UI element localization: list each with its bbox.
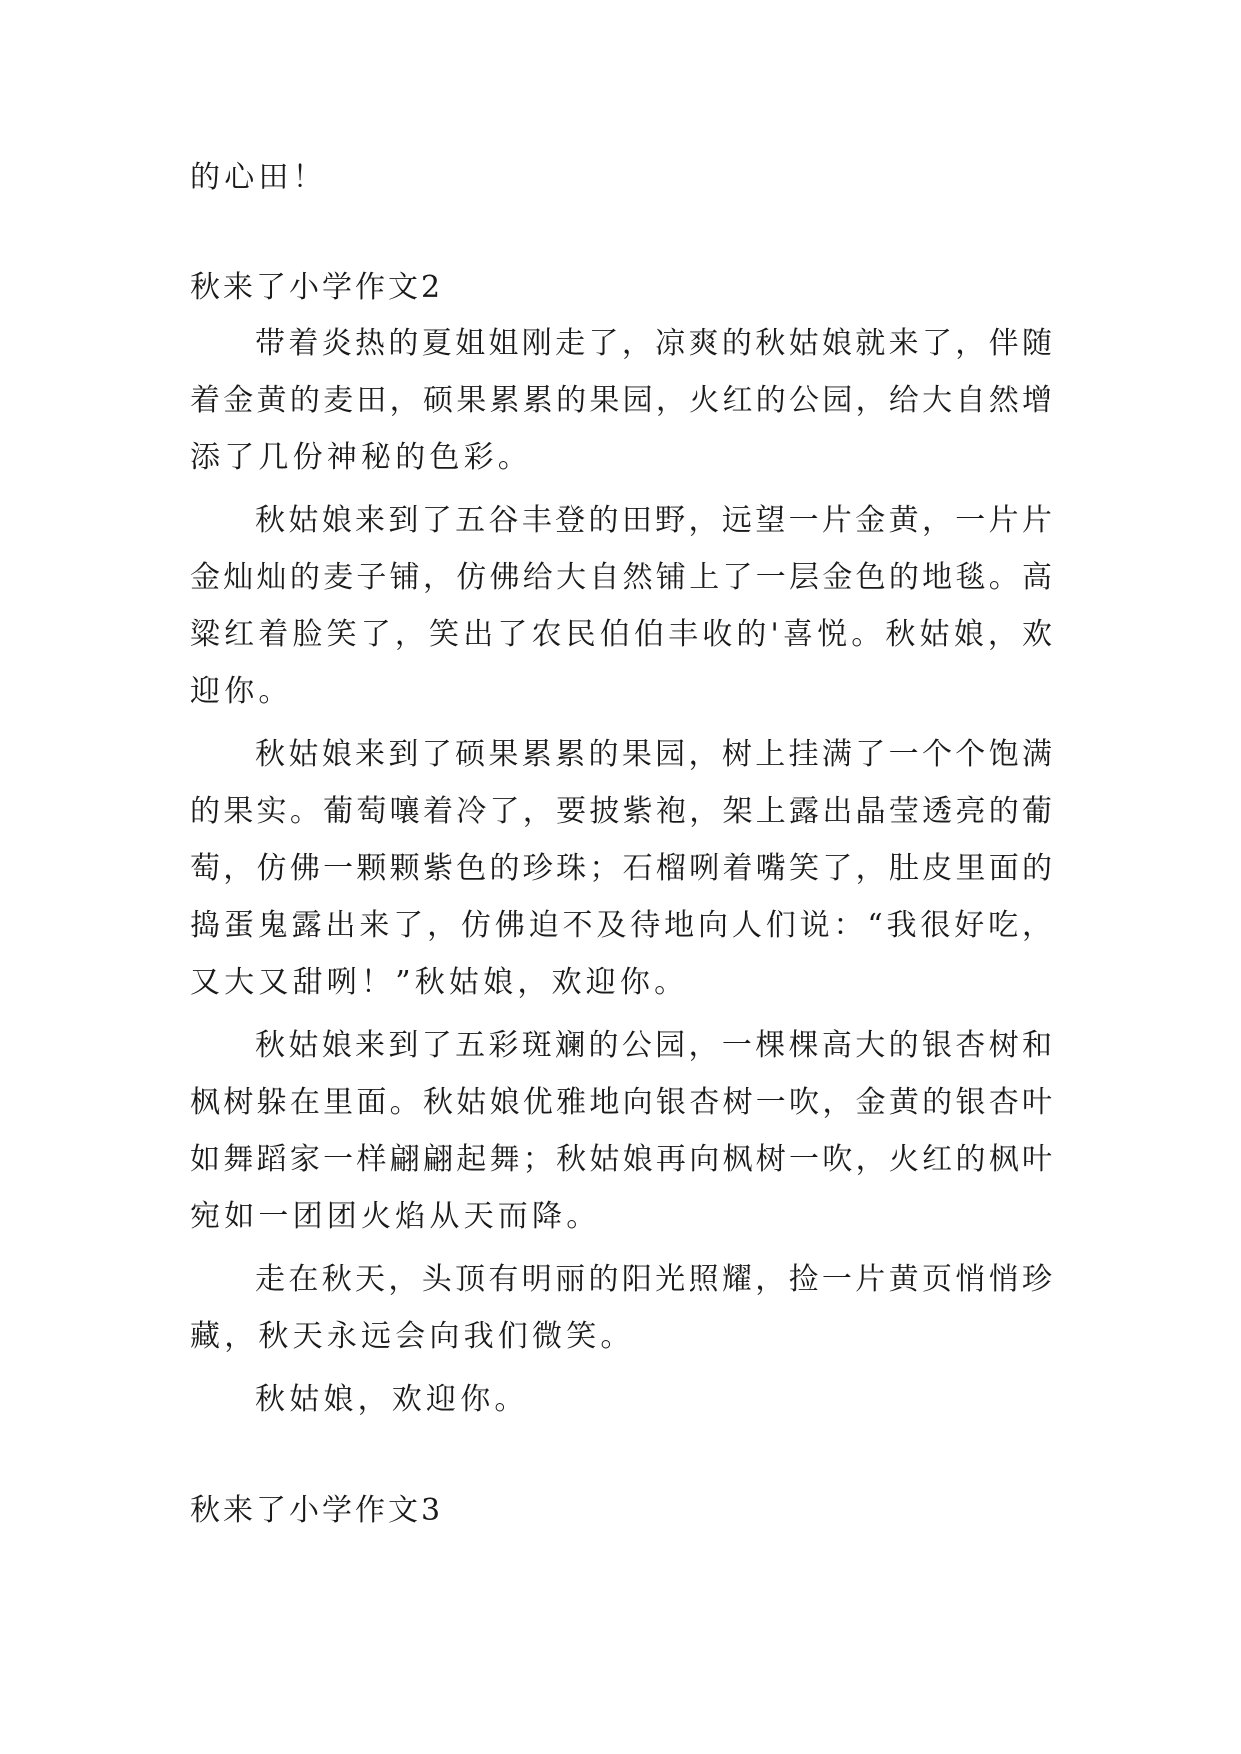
paragraph-line: 着金黄的麦田，硕果累累的果园，火红的公园，给大自然增 [190,383,1052,418]
paragraph-line: 走在秋天，头顶有明丽的阳光照耀，捡一片黄页悄悄珍 [255,1262,1052,1297]
paragraph-line: 又大又甜咧！”秋姑娘，欢迎你。 [190,965,689,1000]
paragraph-line: 粱红着脸笑了，笑出了农民伯伯丰收的'喜悦。秋姑娘，欢 [190,617,1052,652]
paragraph-line: 秋姑娘，欢迎你。 [255,1382,529,1417]
continuation-line: 的心田！ [190,160,327,195]
paragraph-line: 如舞蹈家一样翩翩起舞；秋姑娘再向枫树一吹，火红的枫叶 [190,1142,1052,1177]
paragraph-line: 的果实。葡萄嚷着冷了，要披紫袍，架上露出晶莹透亮的葡 [190,794,1052,829]
section-title: 秋来了小学作文3 [190,1493,444,1528]
paragraph-line: 带着炎热的夏姐姐刚走了，凉爽的秋姑娘就来了，伴随 [255,326,1052,361]
paragraph-line: 迎你。 [190,674,293,709]
paragraph-line: 秋姑娘来到了五谷丰登的田野，远望一片金黄，一片片 [255,503,1052,538]
paragraph-line: 添了几份神秘的色彩。 [190,440,532,475]
paragraph-line: 枫树躲在里面。秋姑娘优雅地向银杏树一吹，金黄的银杏叶 [190,1085,1052,1120]
paragraph-line: 萄，仿佛一颗颗紫色的珍珠；石榴咧着嘴笑了，肚皮里面的 [190,851,1052,886]
paragraph-line: 秋姑娘来到了五彩斑斓的公园，一棵棵高大的银杏树和 [255,1028,1052,1063]
paragraph-line: 藏，秋天永远会向我们微笑。 [190,1319,635,1354]
section-title: 秋来了小学作文2 [190,270,444,305]
paragraph-line: 捣蛋鬼露出来了，仿佛迫不及待地向人们说：“我很好吃， [190,908,1052,943]
paragraph-line: 秋姑娘来到了硕果累累的果园，树上挂满了一个个饱满 [255,737,1052,772]
paragraph-line: 金灿灿的麦子铺，仿佛给大自然铺上了一层金色的地毯。高 [190,560,1052,595]
paragraph-line: 宛如一团团火焰从天而降。 [190,1199,601,1234]
